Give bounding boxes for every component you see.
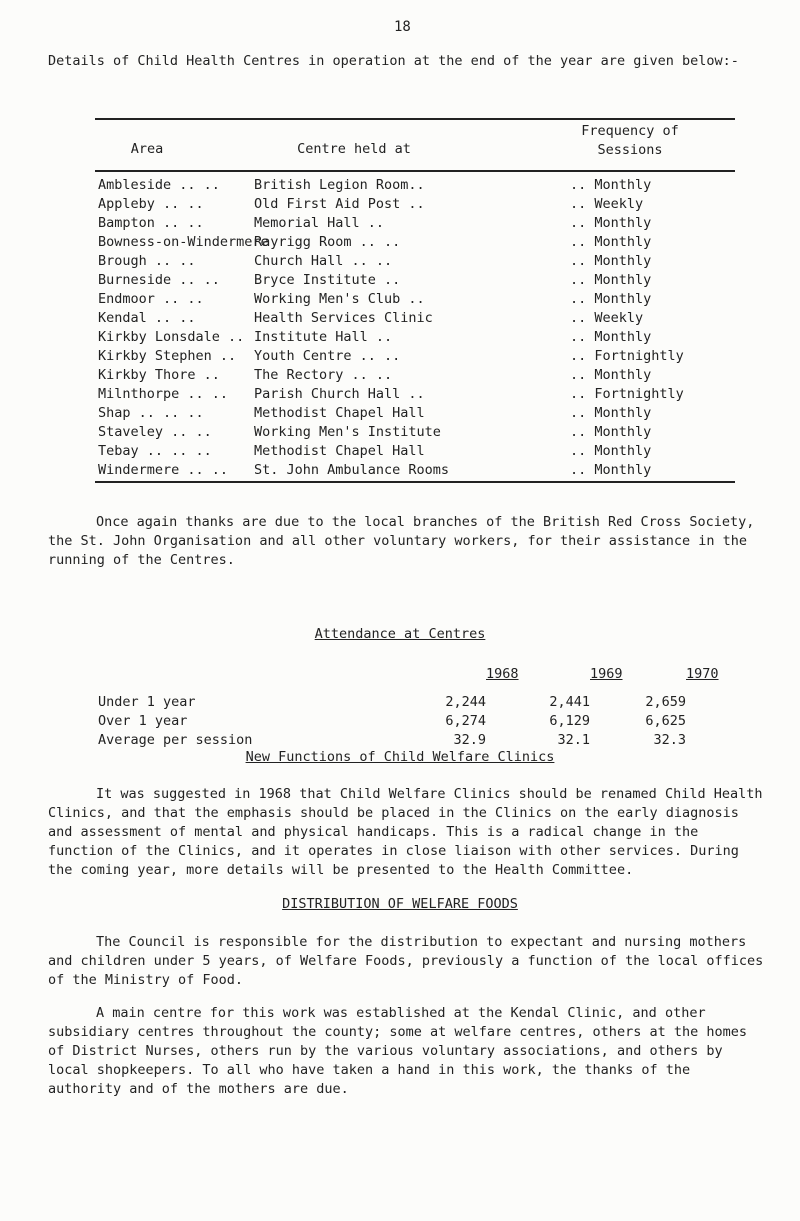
centre-location: Institute Hall .. (254, 329, 393, 345)
attendance-year: 1969 (590, 666, 623, 682)
centre-area: Ambleside .. .. (98, 177, 220, 193)
table-row (98, 366, 748, 385)
centre-area: Brough .. .. (98, 253, 196, 269)
centre-frequency: .. Monthly (570, 272, 652, 288)
table-top-rule (95, 118, 735, 120)
table-row (98, 195, 748, 214)
table-row (98, 309, 748, 328)
page-number: 18 (394, 19, 411, 35)
distribution-paragraph-2-text: A main centre for this work was established at the Kendal Clinic, and other subsidiary centres throughout the county; some at welfare centres, others at the homes of District Nurses, others run by the various voluntary associations, and others by local shopkeepers. To all who have taken a hand in this work, the thanks of the authority and of the mothers are due. (48, 1005, 747, 1097)
attendance-value: 2,659 (645, 694, 686, 710)
table-row (98, 404, 748, 423)
centre-frequency: .. Fortnightly (570, 348, 684, 364)
table-row (98, 423, 748, 442)
attendance-value: 2,441 (549, 694, 590, 710)
centre-frequency: .. Monthly (570, 329, 652, 345)
table-row (98, 385, 748, 404)
table-row (98, 271, 748, 290)
centre-frequency: .. Monthly (570, 443, 652, 459)
centre-frequency: .. Weekly (570, 310, 644, 326)
table-row (98, 442, 748, 461)
table-bottom-rule (95, 481, 735, 483)
attendance-label: Under 1 year (98, 694, 196, 710)
attendance-year: 1970 (686, 666, 719, 682)
centre-frequency: .. Monthly (570, 462, 652, 478)
attendance-value: 32.9 (453, 732, 486, 748)
centre-location: Youth Centre .. .. (254, 348, 401, 364)
centre-area: Shap .. .. .. (98, 405, 204, 421)
centre-location: Health Services Clinic (254, 310, 433, 326)
centre-frequency: .. Monthly (570, 405, 652, 421)
centre-area: Kendal .. .. (98, 310, 196, 326)
centre-frequency: .. Fortnightly (570, 386, 684, 402)
distribution-heading (0, 895, 800, 914)
centre-location: Old First Aid Post .. (254, 196, 425, 212)
table-row (98, 252, 748, 271)
centre-area: Endmoor .. .. (98, 291, 204, 307)
centre-area: Staveley .. .. (98, 424, 212, 440)
header-frequency-line1: Frequency of (581, 123, 679, 139)
attendance-value: 6,274 (445, 713, 486, 729)
new-functions-paragraph (48, 785, 768, 880)
centre-location: Methodist Chapel Hall (254, 405, 425, 421)
centre-location: Bryce Institute .. (254, 272, 401, 288)
new-functions-heading-text: New Functions of Child Welfare Clinics (245, 749, 555, 765)
attendance-table (98, 665, 738, 750)
attendance-heading (0, 625, 800, 644)
centre-location: Memorial Hall .. (254, 215, 385, 231)
thanks-paragraph-text: Once again thanks are due to the local branches of the British Red Cross Society, the St. John Organisation and all other voluntary workers, for their assistance in the running of the Centres. (48, 514, 755, 568)
attendance-value: 6,625 (645, 713, 686, 729)
distribution-paragraph-1 (48, 933, 768, 990)
header-area: Area (130, 141, 164, 157)
centre-area: Burneside .. .. (98, 272, 220, 288)
thanks-paragraph (48, 513, 768, 570)
table-row (98, 233, 748, 252)
table-row (98, 693, 738, 712)
header-frequency-line2: Sessions (597, 142, 663, 158)
table-row (98, 712, 738, 731)
header-frequency (560, 122, 700, 160)
centre-area: Kirkby Thore .. (98, 367, 220, 383)
centre-location: The Rectory .. .. (254, 367, 393, 383)
attendance-year: 1968 (486, 666, 519, 682)
new-functions-heading (0, 748, 800, 767)
centre-area: Bowness-on-Windermere (98, 234, 269, 250)
centre-area: Kirkby Stephen .. (98, 348, 237, 364)
distribution-paragraph-2 (48, 1004, 768, 1099)
attendance-heading-text: Attendance at Centres (314, 626, 486, 642)
table-row (98, 461, 748, 480)
attendance-year-row (98, 665, 738, 684)
centre-frequency: .. Monthly (570, 253, 652, 269)
table-row (98, 214, 748, 233)
centre-frequency: .. Monthly (570, 424, 652, 440)
centre-frequency: .. Monthly (570, 215, 652, 231)
distribution-heading-text: DISTRIBUTION OF WELFARE FOODS (282, 896, 518, 912)
centre-area: Appleby .. .. (98, 196, 204, 212)
centre-area: Bampton .. .. (98, 215, 204, 231)
centre-location: Methodist Chapel Hall (254, 443, 425, 459)
centre-area: Kirkby Lonsdale .. (98, 329, 245, 345)
table-row (98, 347, 748, 366)
centre-location: Parish Church Hall .. (254, 386, 425, 402)
centre-area: Windermere .. .. (98, 462, 229, 478)
centres-table (98, 176, 748, 480)
table-header-rule (95, 170, 735, 172)
centre-area: Milnthorpe .. .. (98, 386, 229, 402)
table-row (98, 328, 748, 347)
centre-frequency: .. Monthly (570, 177, 652, 193)
attendance-label: Average per session (98, 732, 253, 748)
centre-frequency: .. Weekly (570, 196, 644, 212)
attendance-value: 6,129 (549, 713, 590, 729)
header-centre: Centre held at (297, 141, 411, 157)
attendance-value: 32.1 (557, 732, 590, 748)
centre-location: Working Men's Club .. (254, 291, 425, 307)
centre-location: Rayrigg Room .. .. (254, 234, 401, 250)
new-functions-paragraph-text: It was suggested in 1968 that Child Welfare Clinics should be renamed Child Health Clinics, and that the emphasis should be placed in the Clinics on the early diagnosis and assessment of mental and physical handicaps. This is a radical change in the function of the Clinics, and it operates in close liaison with other services. During the coming year, more details will be presented to the Health Committee. (48, 786, 763, 878)
centre-frequency: .. Monthly (570, 234, 652, 250)
intro-paragraph: Details of Child Health Centres in operation at the end of the year are given below:- (48, 53, 739, 69)
distribution-paragraph-1-text: The Council is responsible for the distribution to expectant and nursing mothers and children under 5 years, of Welfare Foods, previously a function of the local offices of the Ministry of Food. (48, 934, 764, 988)
centre-location: Church Hall .. .. (254, 253, 393, 269)
attendance-value: 32.3 (653, 732, 686, 748)
attendance-spacer (98, 684, 738, 693)
centre-frequency: .. Monthly (570, 291, 652, 307)
centre-location: British Legion Room.. (254, 177, 425, 193)
attendance-value: 2,244 (445, 694, 486, 710)
table-row (98, 290, 748, 309)
table-row (98, 176, 748, 195)
centre-location: Working Men's Institute (254, 424, 441, 440)
centre-location: St. John Ambulance Rooms (254, 462, 450, 478)
centre-frequency: .. Monthly (570, 367, 652, 383)
attendance-label: Over 1 year (98, 713, 188, 729)
centre-area: Tebay .. .. .. (98, 443, 212, 459)
